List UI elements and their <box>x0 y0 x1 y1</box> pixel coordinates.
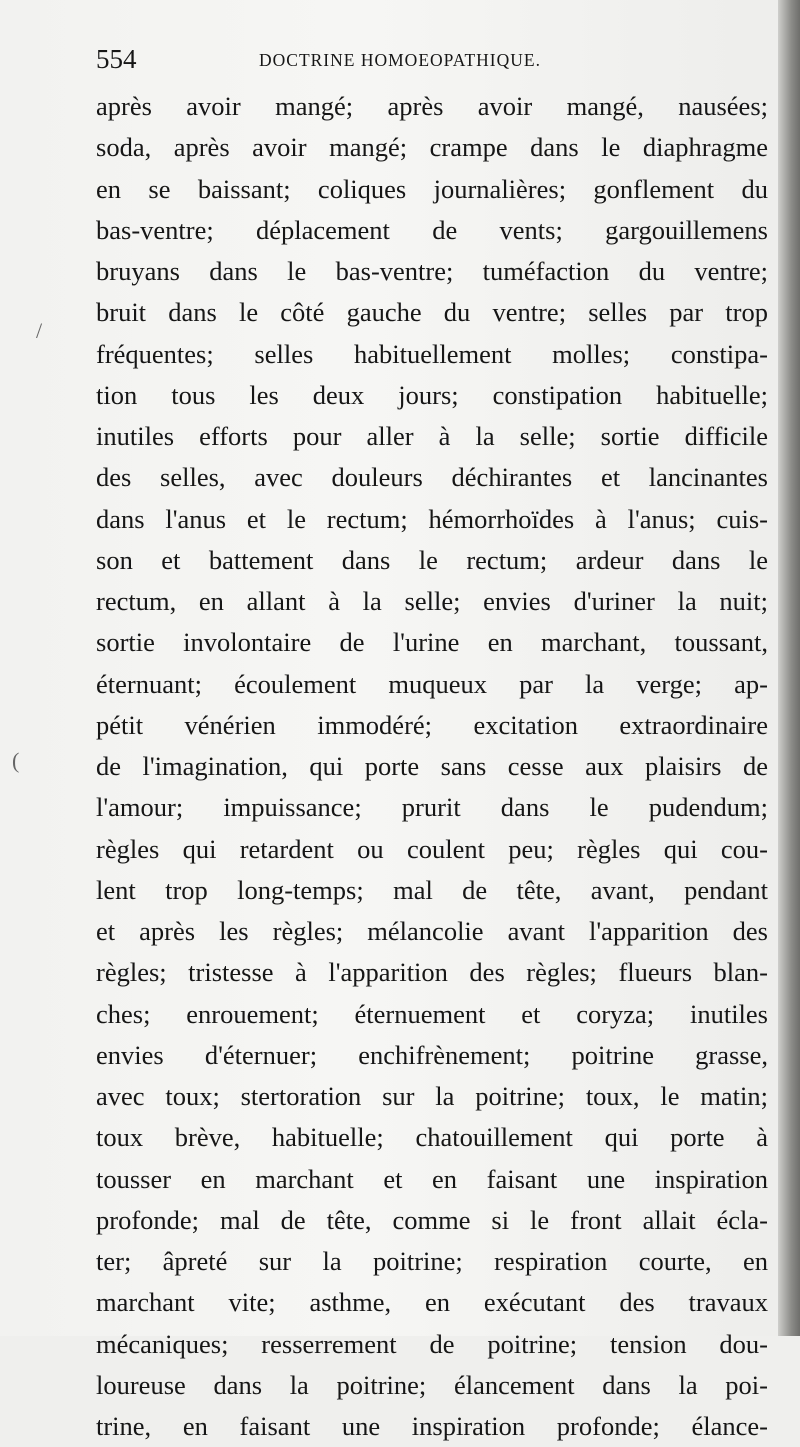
margin-pencil-mark: / <box>36 318 43 343</box>
text-line: avec toux; stertoration sur la poitrine; toux, le matin; <box>96 1081 768 1111</box>
text-line: envies d'éternuer; enchifrènement; poitrine grasse, <box>96 1039 768 1070</box>
text-line: trine, en faisant une inspiration profonde; élance- <box>96 1411 768 1441</box>
text-line: profonde; mal de tête, comme si le front allait écla- <box>96 1204 768 1235</box>
text-line: de l'imagination, qui porte sans cesse aux plaisirs de <box>96 751 768 781</box>
text-line: règles qui retardent ou coulent peu; règles qui cou- <box>96 833 768 864</box>
text-line: inutiles efforts pour aller à la selle; sortie difficile <box>96 421 768 451</box>
running-title: DOCTRINE HOMOEOPATHIQUE. <box>259 50 541 70</box>
text-line: fréquentes; selles habituellement molles; constipa- <box>96 338 768 369</box>
text-line: pétit vénérien immodéré; excitation extraordinaire <box>96 709 768 740</box>
text-line: soda, après avoir mangé; crampe dans le diaphragme <box>96 132 768 163</box>
text-line: dans l'anus et le rectum; hémorrhoïdes à l'anus; cuis- <box>96 503 768 534</box>
text-line: son et battement dans le rectum; ardeur dans le <box>96 544 768 575</box>
text-line: éternuant; écoulement muqueux par la verge; ap- <box>96 668 768 699</box>
page-number: 554 <box>96 44 137 74</box>
text-line: toux brève, habituelle; chatouillement qui porte à <box>96 1122 768 1153</box>
text-line: et après les règles; mélancolie avant l'apparition des <box>96 916 768 946</box>
text-line: tousser en marchant et en faisant une inspiration <box>96 1163 768 1194</box>
text-line: loureuse dans la poitrine; élancement dans la poi- <box>96 1369 768 1400</box>
margin-pencil-mark: ( <box>12 748 20 773</box>
text-line: lent trop long-temps; mal de tête, avant, pendant <box>96 874 768 905</box>
text-line: bruyans dans le bas-ventre; tuméfaction du ventre; <box>96 256 768 286</box>
page-header <box>96 44 766 74</box>
text-line: des selles, avec douleurs déchirantes et lancinantes <box>96 462 768 493</box>
text-line: sortie involontaire de l'urine en marchant, toussant, <box>96 627 768 658</box>
book-spine-shadow <box>778 0 800 1336</box>
text-line: mécaniques; resserrement de poitrine; tension dou- <box>96 1328 768 1359</box>
text-line: bas-ventre; déplacement de vents; gargouillemens <box>96 214 768 245</box>
text-line: bruit dans le côté gauche du ventre; selles par trop <box>96 297 768 328</box>
text-line: en se baissant; coliques journalières; gonflement du <box>96 173 768 204</box>
text-line: après avoir mangé; après avoir mangé, nausées; <box>96 91 768 121</box>
text-line: l'amour; impuissance; prurit dans le pudendum; <box>96 792 768 823</box>
text-line: marchant vite; asthme, en exécutant des travaux <box>96 1287 768 1318</box>
text-line: tion tous les deux jours; constipation habituelle; <box>96 379 768 410</box>
text-line: ter; âpreté sur la poitrine; respiration courte, en <box>96 1246 768 1276</box>
text-line: ches; enrouement; éternuement et coryza; inutiles <box>96 998 768 1029</box>
text-line: rectum, en allant à la selle; envies d'uriner la nuit; <box>96 586 768 616</box>
body-text <box>96 86 768 1447</box>
text-line: règles; tristesse à l'apparition des règles; flueurs blan- <box>96 957 768 988</box>
